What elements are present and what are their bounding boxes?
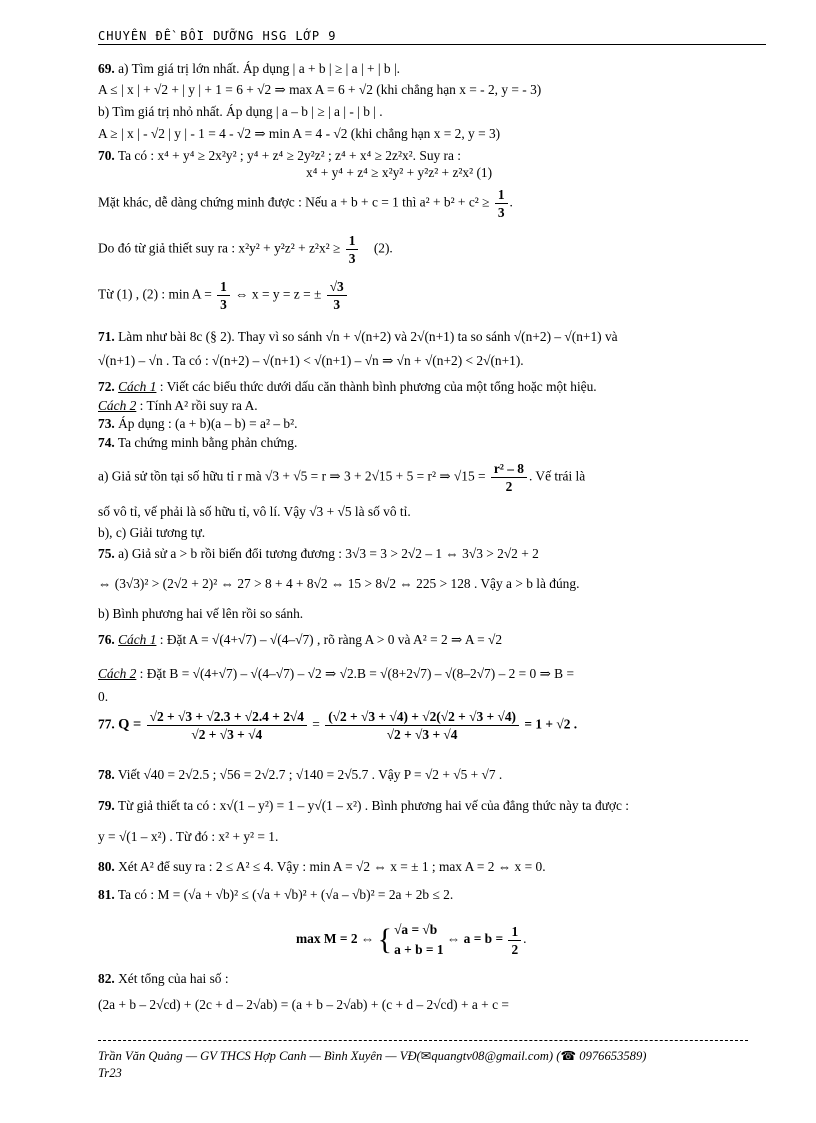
footer-divider bbox=[98, 1040, 748, 1041]
problem-82-line-2: (2a + b – 2√cd) + (2c + d – 2√ab) = (a + b – 2√ab) + (c + d – 2√cd) + a + c = bbox=[98, 997, 509, 1012]
problem-71-line-1: 71. Làm như bài 8c (§ 2). Thay vì so sánh √n + √(n+2) và 2√(n+1) ta so sánh √(n+2) – √(n+1) và bbox=[98, 329, 618, 344]
footer-author: Trần Văn Quảng — GV THCS Hợp Canh — Bình Xuyên — VĐ(✉quangtv08@gmail.com) (☎ 0976653589) bbox=[98, 1049, 647, 1063]
left-brace: { bbox=[377, 923, 393, 956]
equation-system: √a = √b a + b = 1 bbox=[394, 922, 444, 957]
telephone-icon: ☎ bbox=[560, 1049, 577, 1063]
fraction-q-expression: $\frac{√2 + √3 + √2.3 + √2.4 + 2√4}{√2 + √3 + √4}$ bbox=[147, 708, 307, 743]
problem-75-part-a: 75. a) Giả sử a > b rồi biến đổi tương đương : 3√3 = 3 > 2√2 – 1 ⇔ 3√3 > 2√2 + 2 bbox=[98, 546, 539, 561]
problem-70-line-5: Từ (1) , (2) : min A = $\frac{1}{3}$ ⇔ x = y = z = ± $\frac{√3}{3}$ bbox=[98, 278, 349, 313]
problem-70-line-2: x⁴ + y⁴ + z⁴ ≥ x²y² + y²z² + z²x² (1) bbox=[306, 165, 493, 180]
problem-74-conclusion: số vô tỉ, vế phải là số hữu tỉ, vô lí. Vậy √3 + √5 là số vô tỉ. bbox=[98, 504, 411, 519]
page-number: Tr23 bbox=[98, 1066, 122, 1080]
envelope-icon: ✉ bbox=[420, 1049, 432, 1063]
fraction-one-half: $\frac{1}{2}$ bbox=[508, 923, 521, 958]
problem-81-line-1: 81. Ta có : M = (√a + √b)² ≤ (√a + √b)² + (√a – √b)² = 2a + 2b ≤ 2. bbox=[98, 887, 454, 902]
footer-phone: 0976653589) bbox=[579, 1049, 647, 1063]
problem-72-method-1: 72. Cách 1 : Viết các biểu thức dưới dấu căn thành bình phương của một tổng hoặc một hiệu. bbox=[98, 379, 597, 394]
problem-69-calc-a: A ≤ | x | + √2 + | y | + 1 = 6 + √2 ⇒ max A = 6 + √2 (khi chẳng hạn x = - 2, y = - 3) bbox=[98, 82, 542, 97]
problem-72-method-2: Cách 2 : Tính A² rồi suy ra A. bbox=[98, 398, 258, 413]
problem-79-line-2: y = √(1 – x²) . Từ đó : x² + y² = 1. bbox=[98, 829, 279, 844]
problem-75-part-b: b) Bình phương hai vế lên rồi so sánh. bbox=[98, 606, 304, 621]
fraction-r2-minus-8-over-2: $\frac{\text{r² – 8}}{2}$ bbox=[491, 460, 527, 495]
problem-70-line-1: 70. Ta có : x⁴ + y⁴ ≥ 2x²y² ; y⁴ + z⁴ ≥ 2y²z² ; z⁴ + x⁴ ≥ 2z²x². Suy ra : bbox=[98, 148, 462, 163]
problem-76-method-1: 76. Cách 1 : Đặt A = √(4+√7) – √(4–√7) , rõ ràng A > 0 và A² = 2 ⇒ A = √2 bbox=[98, 632, 503, 647]
problem-80: 80. Xét A² để suy ra : 2 ≤ A² ≤ 4. Vậy : min A = √2 ⇔ x = ± 1 ; max A = 2 ⇔ x = 0. bbox=[98, 859, 546, 874]
problem-69-part-a: 69. a) Tìm giá trị lớn nhất. Áp dụng | a + b | ≥ | a | + | b |. bbox=[98, 61, 401, 76]
fraction-one-third: $\frac{1}{3}$ bbox=[495, 186, 508, 221]
problem-77: 77. Q = $\frac{√2 + √3 + √2.3 + √2.4 + 2√4}{√2 + √3 + √4}$ = $\frac{(√2 + √3 + √4) + √2(√2 + √3 + √4)}{√2 + √3 + √4}$ = 1 + √2 . bbox=[98, 709, 578, 742]
problem-79-line-1: 79. Từ giả thiết ta có : x√(1 – y²) = 1 – y√(1 – x²) . Bình phương hai vế của đẳng thức này ta được : bbox=[98, 798, 630, 813]
problem-75-chain: ⇔ (3√3)² > (2√2 + 2)² ⇔ 27 > 8 + 4 + 8√2 ⇔ 15 > 8√2 ⇔ 225 > 128 . Vậy a > b là đúng. bbox=[98, 576, 580, 591]
fraction-q-factored: $\frac{(√2 + √3 + √4) + √2(√2 + √3 + √4)}{√2 + √3 + √4}$ bbox=[325, 708, 519, 743]
problem-70-line-3: Mặt khác, dễ dàng chứng minh được : Nếu a + b + c = 1 thì a² + b² + c² ≥ $\frac{1}{3}$ . bbox=[98, 187, 513, 220]
problem-71-line-2: √(n+1) – √n . Ta có : √(n+2) – √(n+1) < √(n+1) – √n ⇒ √n + √(n+2) < 2√(n+1). bbox=[98, 353, 524, 368]
problem-81-line-2: max M = 2 ⇔ { √a = √b a + b = 1 ⇔ a = b = $\frac{1}{2}$ . bbox=[296, 920, 527, 960]
problem-74-part-bc: b), c) Giải tương tự. bbox=[98, 525, 206, 540]
fraction-sqrt3-over-3: $\frac{√3}{3}$ bbox=[327, 278, 347, 313]
footer-email[interactable]: quangtv08@gmail.com bbox=[431, 1049, 549, 1063]
fraction-one-third: $\frac{1}{3}$ bbox=[217, 278, 230, 313]
problem-74: 74. Ta chứng minh bằng phản chứng. bbox=[98, 435, 298, 450]
problem-73: 73. Áp dụng : (a + b)(a – b) = a² – b². bbox=[98, 416, 298, 431]
problem-76-method-2: Cách 2 : Đặt B = √(4+√7) – √(4–√7) – √2 ⇒ √2.B = √(8+2√7) – √(8–2√7) – 2 = 0 ⇒ B = bbox=[98, 666, 574, 681]
problem-74-part-a: a) Giả sử tồn tại số hữu tỉ r mà √3 + √5 = r ⇒ 3 + 2√15 + 5 = r² ⇒ √15 = $\frac{\text{r² – 8}}{2}$ . Vế trái là bbox=[98, 461, 586, 494]
problem-69-calc-b: A ≥ | x | - √2 | y | - 1 = 4 - √2 ⇒ min A = 4 - √2 (khi chẳng hạn x = 2, y = 3) bbox=[98, 126, 501, 141]
problem-76-result: 0. bbox=[98, 689, 109, 704]
problem-78: 78. Viết √40 = 2√2.5 ; √56 = 2√2.7 ; √140 = 2√5.7 . Vậy P = √2 + √5 + √7 . bbox=[98, 767, 503, 782]
problem-69-part-b: b) Tìm giá trị nhỏ nhất. Áp dụng | a – b | ≥ | a | - | b | . bbox=[98, 104, 383, 119]
problem-82-line-1: 82. Xét tổng của hai số : bbox=[98, 971, 229, 986]
problem-70-line-4: Do đó từ giả thiết suy ra : x²y² + y²z² + z²x² ≥ $\frac{1}{3}$ (2). bbox=[98, 233, 393, 266]
page-header: CHUYÊN ĐỀ BỒI DƯỠNG HSG LỚP 9 bbox=[98, 28, 766, 45]
fraction-one-third: $\frac{1}{3}$ bbox=[346, 232, 359, 267]
